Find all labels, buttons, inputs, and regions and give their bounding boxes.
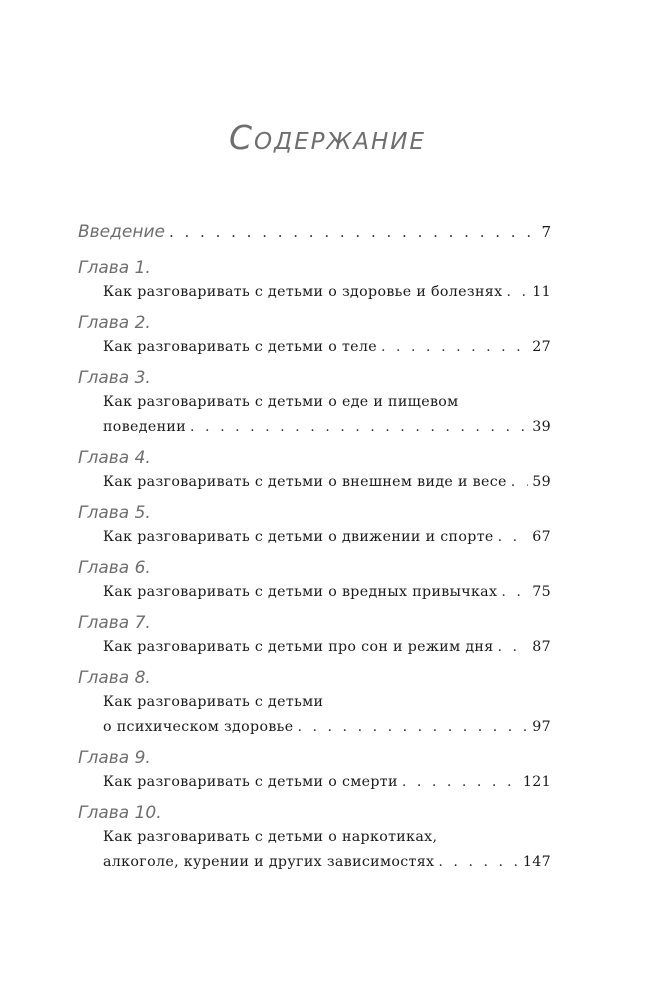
- entry-title-line: Как разговаривать с детьми о еде и пищевом: [103, 394, 459, 410]
- entry-title: Как разговаривать с детьми о движении и спорте: [103, 529, 494, 545]
- dot-leader: [501, 580, 528, 605]
- chapter-label: Глава 2.: [78, 313, 151, 333]
- toc-entry[interactable]: [78, 825, 551, 875]
- toc-entry[interactable]: [78, 280, 551, 305]
- chapter-label: Глава 5.: [78, 503, 151, 523]
- entry-title-row: [103, 335, 551, 360]
- toc-chapter: [78, 801, 551, 875]
- chapter-label: Глава 1.: [78, 258, 151, 278]
- page-number: 39: [532, 419, 551, 435]
- chapter-list: [78, 256, 551, 875]
- page-number: 87: [532, 639, 551, 655]
- entry-title-line: Как разговаривать с детьми: [103, 694, 324, 710]
- entry-title: Как разговаривать с детьми про сон и режим дня: [103, 639, 494, 655]
- dot-leader: [506, 280, 528, 305]
- page-number: 59: [532, 474, 551, 490]
- entry-title: Как разговаривать с детьми о здоровье и болезнях: [103, 284, 503, 300]
- page-number: 97: [532, 719, 551, 735]
- toc-entry[interactable]: [78, 690, 551, 740]
- intro-label: Введение: [78, 222, 165, 242]
- entry-title-row: [103, 770, 551, 795]
- page-number: 7: [541, 223, 551, 241]
- table-of-contents: [78, 222, 551, 875]
- entry-title-row: [103, 470, 551, 495]
- entry-title: Как разговаривать с детьми о теле: [103, 339, 377, 355]
- chapter-label: Глава 10.: [78, 803, 162, 823]
- entry-title-row: [103, 635, 551, 660]
- chapter-label: Глава 7.: [78, 613, 151, 633]
- entry-title: Как разговаривать с детьми о внешнем виде и весе: [103, 474, 507, 490]
- toc-chapter: [78, 611, 551, 660]
- entry-title-row: [103, 415, 551, 440]
- page-number: 27: [532, 339, 551, 355]
- toc-entry[interactable]: [78, 335, 551, 360]
- chapter-label: Глава 3.: [78, 368, 151, 388]
- toc-entry[interactable]: [78, 525, 551, 550]
- chapter-label: Глава 8.: [78, 668, 151, 688]
- dot-leader: [511, 470, 528, 495]
- chapter-label: Глава 9.: [78, 748, 151, 768]
- toc-entry[interactable]: [78, 635, 551, 660]
- entry-title: алкоголе, курении и других зависимостях: [103, 854, 435, 870]
- toc-entry[interactable]: [78, 580, 551, 605]
- toc-chapter: [78, 666, 551, 740]
- dot-leader: [381, 335, 528, 360]
- entry-title: поведении: [103, 419, 187, 435]
- entry-title-row: [103, 580, 551, 605]
- dot-leader: [298, 715, 529, 740]
- entry-title-line: Как разговаривать с детьми о наркотиках,: [103, 829, 438, 845]
- toc-chapter: [78, 256, 551, 305]
- toc-entry[interactable]: [78, 470, 551, 495]
- chapter-label: Глава 6.: [78, 558, 151, 578]
- page-number: 75: [532, 584, 551, 600]
- toc-entry[interactable]: [78, 390, 551, 440]
- entry-title-row: [103, 850, 551, 875]
- toc-chapter: [78, 556, 551, 605]
- chapter-label: Глава 4.: [78, 448, 151, 468]
- toc-chapter: [78, 501, 551, 550]
- dot-leader: [190, 415, 528, 440]
- entry-title: Как разговаривать с детьми о вредных привычках: [103, 584, 498, 600]
- toc-chapter: [78, 366, 551, 440]
- dot-leader: [169, 223, 537, 241]
- entry-title-row: [103, 280, 551, 305]
- entry-title-row: [103, 715, 551, 740]
- page-number: 11: [532, 284, 551, 300]
- dot-leader: [402, 770, 519, 795]
- page-number: 67: [532, 529, 551, 545]
- page-title: Содержание: [228, 118, 427, 157]
- toc-chapter: [78, 746, 551, 795]
- toc-entry[interactable]: [78, 770, 551, 795]
- entry-title: о психическом здоровье: [103, 719, 294, 735]
- entry-title-row: [103, 525, 551, 550]
- toc-chapter: [78, 446, 551, 495]
- toc-entry-intro[interactable]: [78, 222, 551, 250]
- entry-title: Как разговаривать с детьми о смерти: [103, 774, 398, 790]
- toc-chapter: [78, 311, 551, 360]
- dot-leader: [498, 635, 529, 660]
- page-number: 121: [522, 774, 551, 790]
- dot-leader: [498, 525, 529, 550]
- dot-leader: [438, 850, 518, 875]
- page-number: 147: [522, 854, 551, 870]
